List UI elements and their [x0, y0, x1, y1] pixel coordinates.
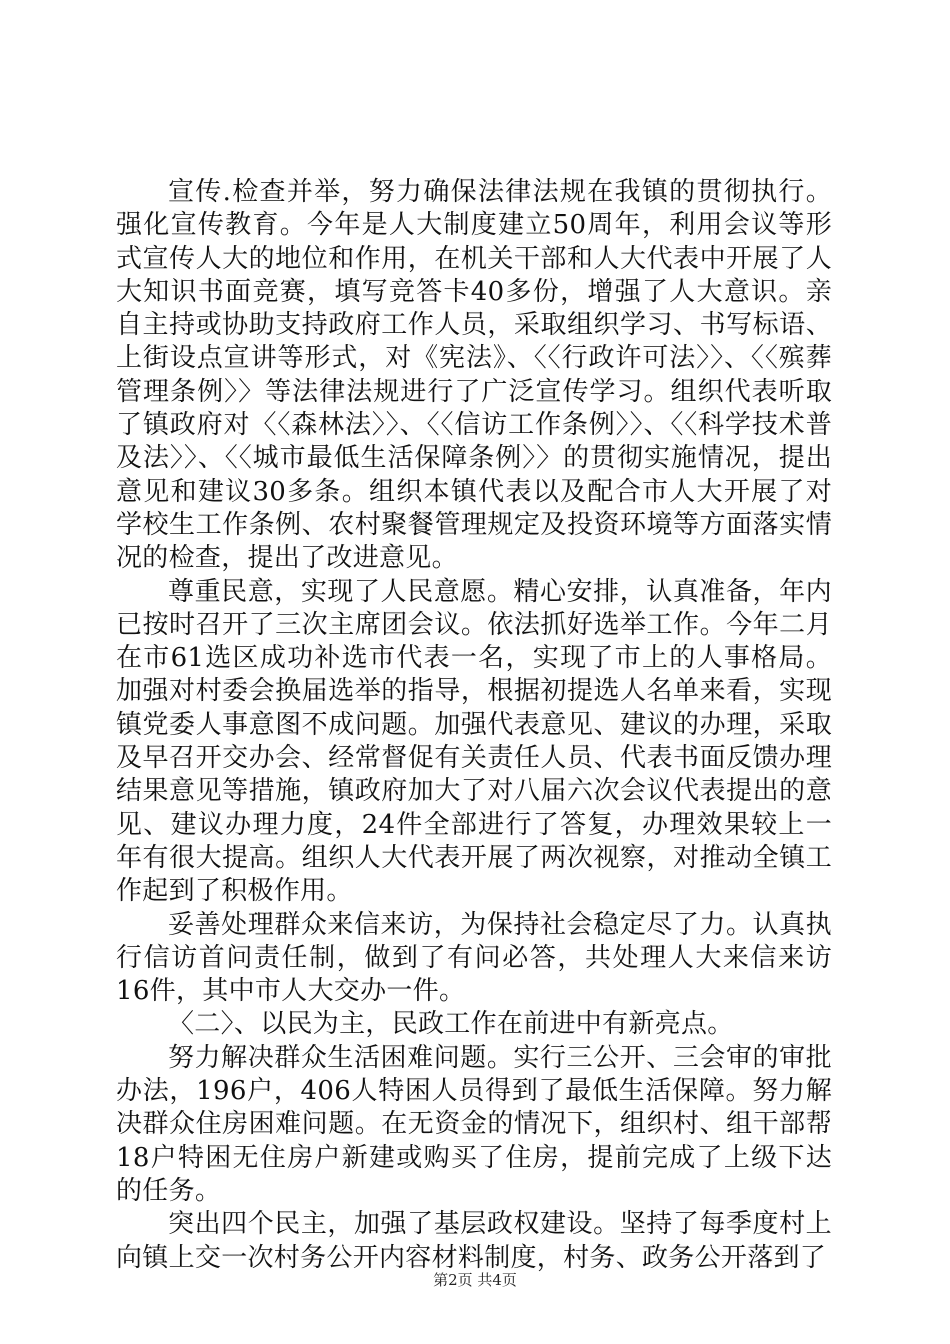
paragraph-grassroots-governance: 突出四个民主，加强了基层政权建设。坚持了每季度村上向镇上交一次村务公开内容材料制度，村务、政务公开落到了 — [116, 1209, 832, 1273]
paragraph-living-difficulties: 努力解决群众生活困难问题。实行三公开、三会审的审批办法，196户，406人特困人员得到了最低生活保障。努力解决群众住房困难问题。在无资金的情况下，组织村、组干部帮18户特困无住房户新建或购买了住房，提前完成了上级下达的任务。 — [116, 1042, 832, 1206]
paragraph-petitions: 妥善处理群众来信来访，为保持社会稳定尽了力。认真执行信访首问责任制，做到了有问必答，共处理人大来信来访16件，其中市人大交办一件。 — [116, 909, 832, 1007]
paragraph-legal-publicity: 宣传.检查并举，努力确保法律法规在我镇的贯彻执行。强化宣传教育。今年是人大制度建立50周年，利用会议等形式宣传人大的地位和作用，在机关干部和人大代表中开展了人大知识书面竞赛，填写竞答卡40多份，增强了人大意识。亲自主持或协助支持政府工作人员，采取组织学习、书写标语、上街设点宣讲等形式，对《宪法》、〈〈行政许可法〉〉、〈〈殡葬管理条例〉〉等法律法规进行了广泛宣传学习。组织代表听取了镇政府对〈〈森林法〉〉、〈〈信访工作条例〉〉、〈〈科学技术普及法〉〉、〈〈城市最低生活保障条例〉〉的贯彻实施情况，提出意见和建议30多条。组织本镇代表以及配合市人大开展了对学校生工作条例、农村聚餐管理规定及投资环境等方面落实情况的检查，提出了改进意见。 — [116, 177, 832, 574]
paragraph-public-will: 尊重民意，实现了人民意愿。精心安排，认真准备，年内已按时召开了三次主席团会议。依法抓好选举工作。今年二月在市61选区成功补选市代表一名，实现了市上的人事格局。加强对村委会换届选举的指导，根据初提选人名单来看，实现镇党委人事意图不成问题。加强代表意见、建议的办理，采取及早召开交办会、经常督促有关责任人员、代表书面反馈办理结果意见等措施，镇政府加大了对八届六次会议代表提出的意见、建议办理力度，24件全部进行了答复，办理效果较上一年有很大提高。组织人大代表开展了两次视察，对推动全镇工作起到了积极作用。 — [116, 576, 832, 907]
document-body — [116, 176, 832, 1275]
page-number-footer: 第2页 共4页 — [433, 1271, 517, 1289]
section-heading-civil-affairs: 〈二〉、以民为主，民政工作在前进中有新亮点。 — [168, 1009, 734, 1040]
